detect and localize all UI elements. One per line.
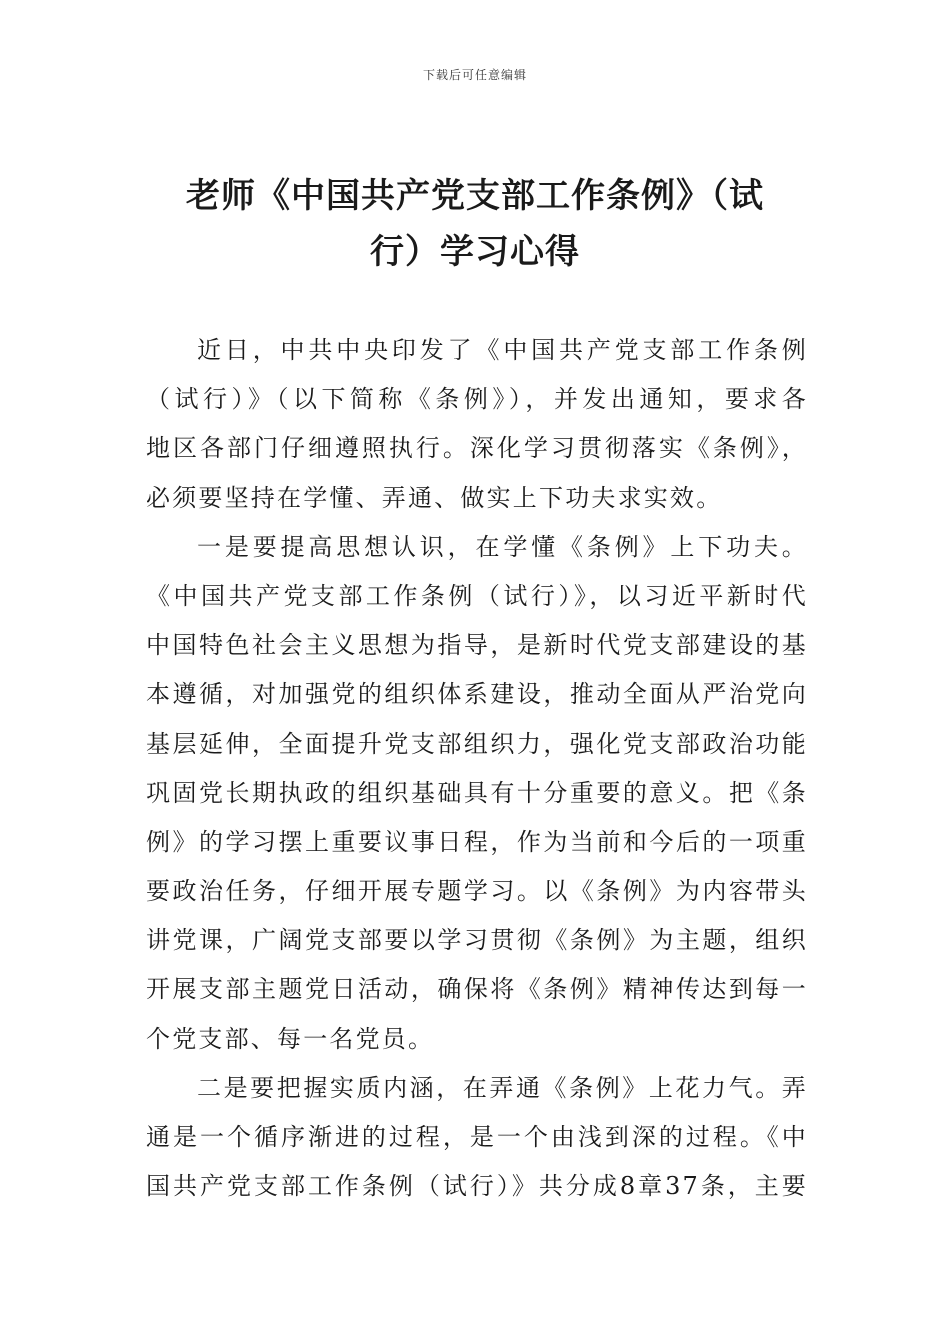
text-line: 近日，中共中央印发了《中国共产党支部工作条例 <box>197 336 808 364</box>
text-line: 基层延伸，全面提升党支部组织力，强化党支部政治功能 <box>146 729 808 758</box>
text-line: 国共产党支部工作条例（试行）》共分成8章37条，主要 <box>146 1172 808 1201</box>
text-line: 中国特色社会主义思想为指导，是新时代党支部建设的基 <box>146 631 808 660</box>
text-line: 通是一个循序渐进的过程，是一个由浅到深的过程。《中 <box>146 1123 808 1151</box>
paragraph-1 <box>146 326 808 523</box>
text-line: 开展支部主题党日活动，确保将《条例》精神传达到每一 <box>146 975 808 1004</box>
text-line: 要政治任务，仔细开展专题学习。以《条例》为内容带头 <box>146 877 808 906</box>
text-line: 一是要提高思想认识，在学懂《条例》上下功夫。 <box>197 532 808 561</box>
document-title <box>150 168 800 280</box>
header-note: 下载后可任意编辑 <box>422 68 527 82</box>
text-line: 地区各部门仔细遵照执行。深化学习贯彻落实《条例》， <box>146 434 808 463</box>
paragraph-2 <box>146 523 808 1064</box>
paragraph-3 <box>146 1064 808 1212</box>
text-line: 巩固党长期执政的组织基础具有十分重要的意义。把《条 <box>146 778 808 807</box>
text-line: 《中国共产党支部工作条例（试行）》，以习近平新时代 <box>146 581 808 610</box>
document-body <box>146 326 808 1211</box>
text-line: （试行）》（以下简称《条例》），并发出通知，要求各 <box>146 385 808 414</box>
text-line: 必须要坚持在学懂、弄通、做实上下功夫求实效。 <box>146 483 723 512</box>
title-line-1: 老师《中国共产党支部工作条例》（试 <box>186 176 764 216</box>
text-line: 讲党课，广阔党支部要以学习贯彻《条例》为主题，组织 <box>146 926 808 955</box>
text-line: 二是要把握实质内涵，在弄通《条例》上花力气。弄 <box>197 1073 808 1102</box>
text-line: 例》的学习摆上重要议事日程，作为当前和今后的一项重 <box>146 827 808 856</box>
text-line: 本遵循，对加强党的组织体系建设，推动全面从严治党向 <box>146 680 808 709</box>
text-line: 个党支部、每一名党员。 <box>146 1024 435 1053</box>
title-line-2: 行）学习心得 <box>370 232 580 272</box>
